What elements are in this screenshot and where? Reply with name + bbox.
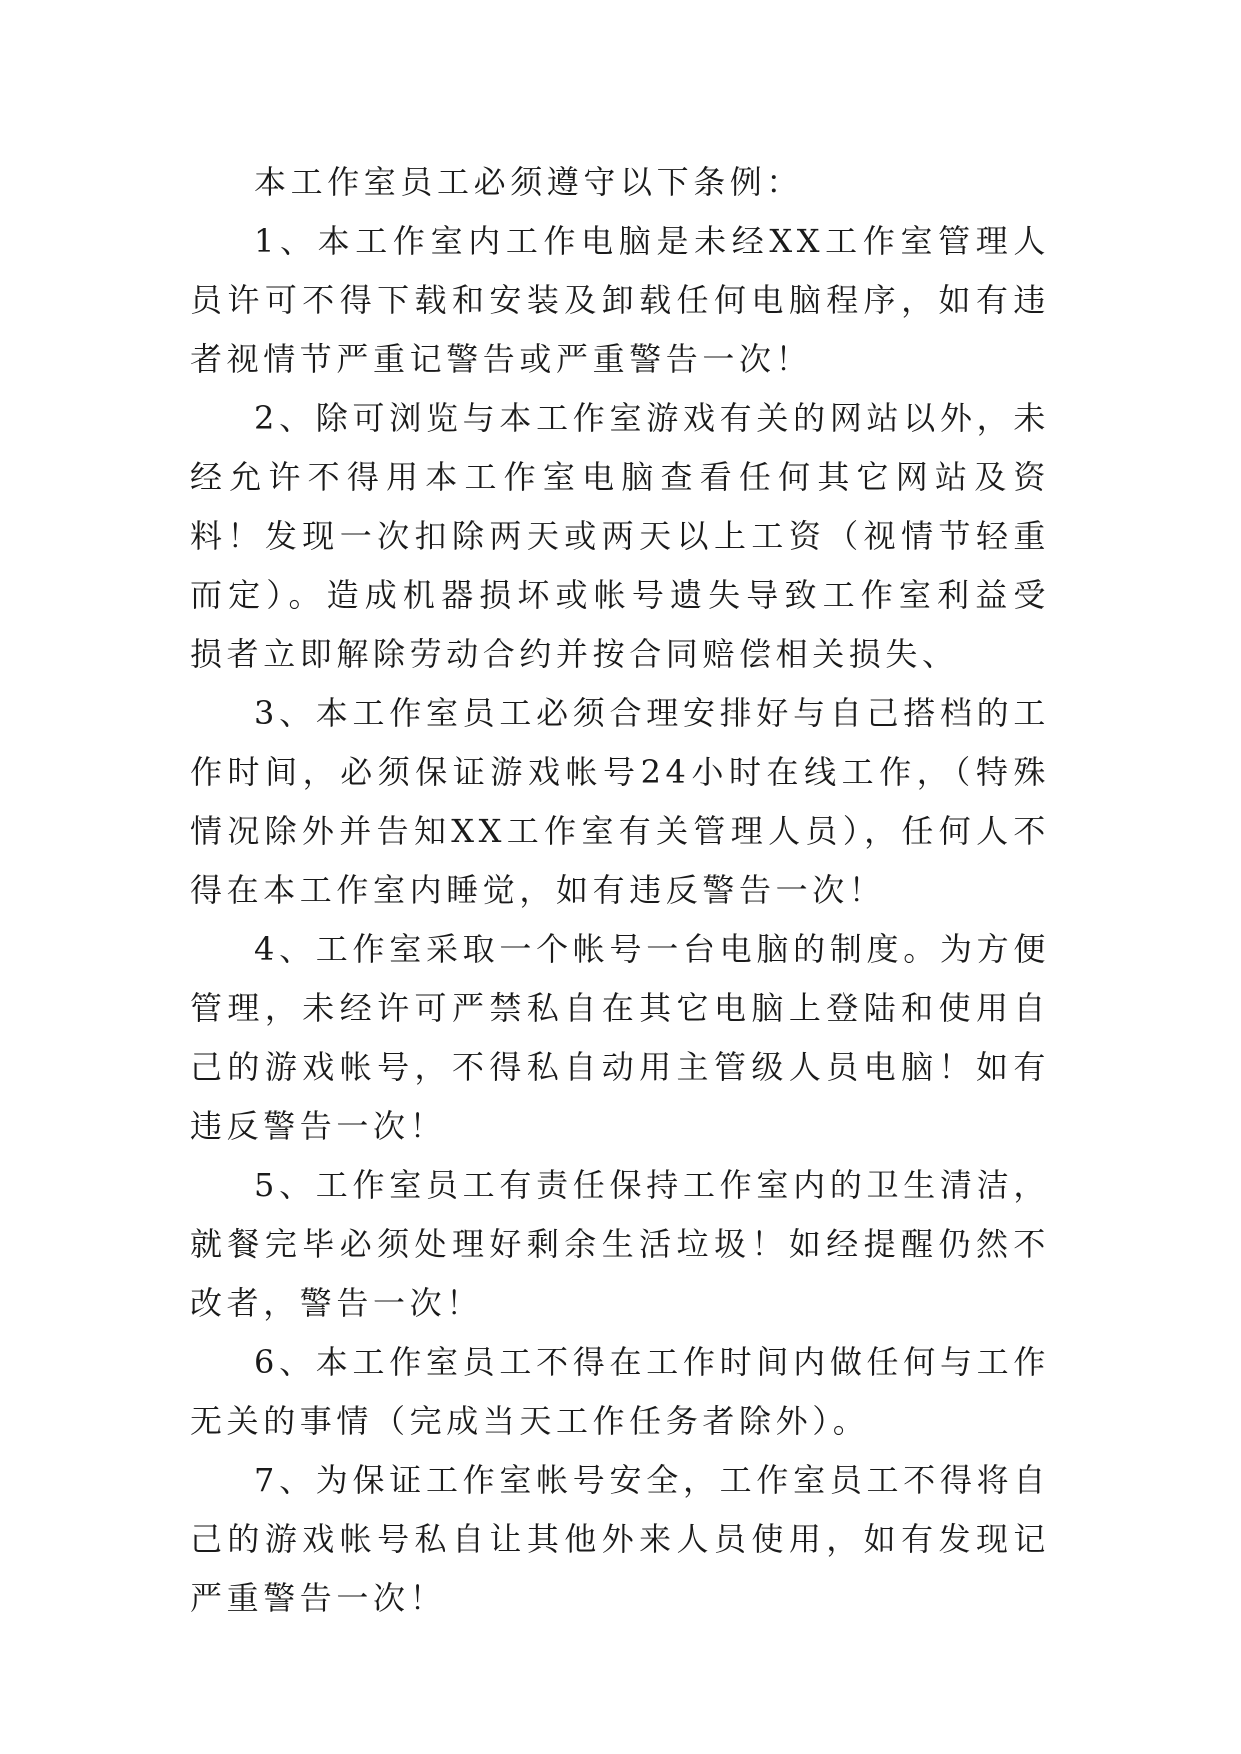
intro-paragraph: 本工作室员工必须遵守以下条例： [254, 163, 804, 201]
rule-1-paragraph: 1、本工作室内工作电脑是未经XX工作室管理人员许可不得下载和安装及卸载任何电脑程序，如有违者视情节严重记警告或严重警告一次！ [190, 222, 1050, 378]
rule-6-paragraph: 6、本工作室员工不得在工作时间内做任何与工作无关的事情（完成当天工作任务者除外）。 [190, 1343, 1050, 1440]
rule-4-paragraph: 4、工作室采取一个帐号一台电脑的制度。为方便管理，未经许可严禁私自在其它电脑上登陆和使用自己的游戏帐号，不得私自动用主管级人员电脑！如有违反警告一次！ [190, 930, 1050, 1145]
rule-7-paragraph: 7、为保证工作室帐号安全，工作室员工不得将自己的游戏帐号私自让其他外来人员使用，如有发现记严重警告一次！ [190, 1461, 1050, 1617]
rule-5-paragraph: 5、工作室员工有责任保持工作室内的卫生清洁，就餐完毕必须处理好剩余生活垃圾！如经提醒仍然不改者，警告一次！ [190, 1166, 1050, 1322]
document-body [190, 153, 1050, 1628]
rule-3-paragraph: 3、本工作室员工必须合理安排好与自己搭档的工作时间，必须保证游戏帐号24小时在线工作，（特殊情况除外并告知XX工作室有关管理人员），任何人不得在本工作室内睡觉，如有违反警告一次！ [190, 694, 1050, 909]
rule-2-paragraph: 2、除可浏览与本工作室游戏有关的网站以外，未经允许不得用本工作室电脑查看任何其它网站及资料！发现一次扣除两天或两天以上工资（视情节轻重而定）。造成机器损坏或帐号遗失导致工作室利益受损者立即解除劳动合约并按合同赔偿相关损失、 [190, 399, 1050, 673]
